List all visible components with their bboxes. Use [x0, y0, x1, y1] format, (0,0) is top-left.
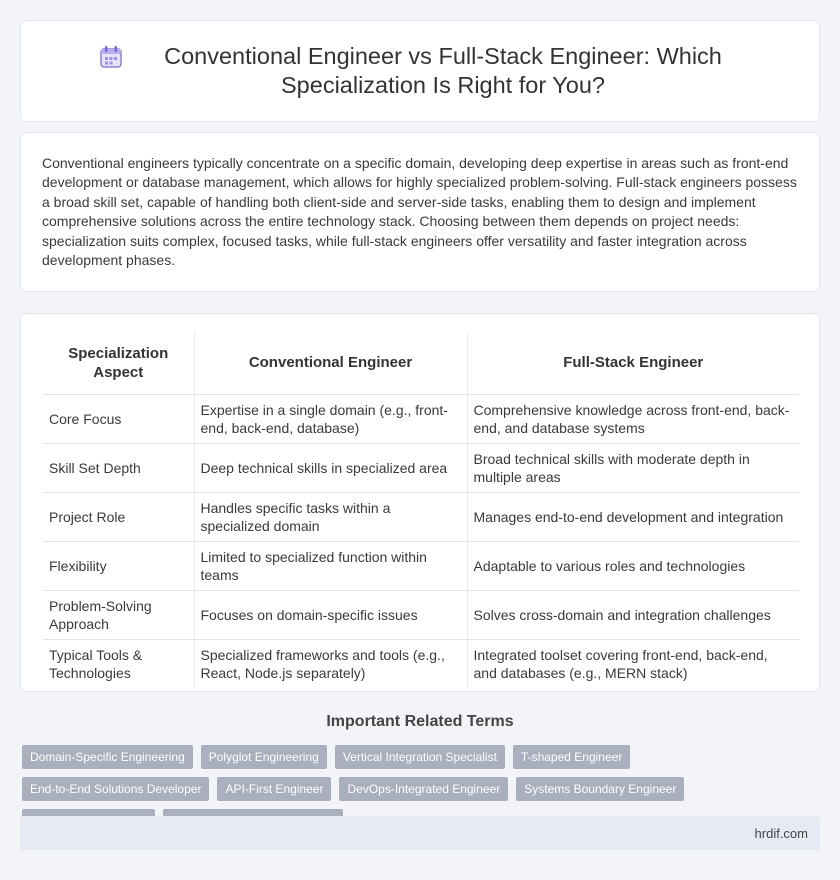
row-conventional: Deep technical skills in specialized area [194, 443, 467, 492]
table-row [43, 541, 799, 590]
related-tag[interactable]: End-to-End Solutions Developer [22, 777, 209, 801]
row-aspect: Project Role [43, 492, 194, 541]
row-aspect: Problem-Solving Approach [43, 590, 194, 639]
row-aspect: Core Focus [43, 394, 194, 443]
footer-site[interactable]: hrdif.com [754, 825, 808, 841]
table-row [43, 639, 799, 688]
related-tag[interactable]: Vertical Integration Specialist [335, 745, 505, 769]
related-tag[interactable]: T-shaped Engineer [513, 745, 630, 769]
row-conventional: Specialized frameworks and tools (e.g., React, Node.js separately) [194, 639, 467, 688]
footer [20, 816, 820, 850]
header-aspect: Specialization Aspect [43, 332, 194, 394]
row-fullstack: Integrated toolset covering front-end, back-end, and databases (e.g., MERN stack) [467, 639, 799, 688]
comparison-table [43, 332, 799, 688]
intro-paragraph: Conventional engineers typically concentrate on a specific domain, developing deep expertise in areas such as front-end development or database management, which allows for highly specialized problem-solving. Full-stack engineers possess a broad skill set, capable of handling both client-side and server-side tasks, enabling them to design and implement comprehensive solutions across the entire technology stack. Choosing between them depends on project needs: specialization suits complex, focused tasks, while full-stack engineers offer versatility and faster integration across development phases. [42, 155, 797, 269]
header-conventional: Conventional Engineer [194, 332, 467, 394]
row-aspect: Typical Tools & Technologies [49, 646, 143, 681]
related-tag[interactable]: Systems Boundary Engineer [516, 777, 684, 801]
table-row [43, 443, 799, 492]
related-tag[interactable]: Polyglot Engineering [201, 745, 327, 769]
header-fullstack: Full-Stack Engineer [467, 332, 799, 394]
row-conventional: Focuses on domain-specific issues [194, 590, 467, 639]
title-wrap [67, 42, 773, 100]
comparison-card [20, 313, 820, 692]
calendar-icon [97, 43, 125, 71]
row-fullstack: Adaptable to various roles and technologies [467, 541, 799, 590]
table-header-row [43, 332, 799, 394]
table-row [43, 590, 799, 639]
row-fullstack: Solves cross-domain and integration challenges [467, 590, 799, 639]
row-conventional: Handles specific tasks within a specialized domain [194, 492, 467, 541]
table-row [43, 492, 799, 541]
row-fullstack: Broad technical skills with moderate depth in multiple areas [467, 443, 799, 492]
title-card [20, 20, 820, 122]
intro-card [20, 132, 820, 292]
related-tag[interactable]: DevOps-Integrated Engineer [339, 777, 508, 801]
related-tag[interactable]: Domain-Specific Engineering [22, 745, 193, 769]
row-aspect: Skill Set Depth [43, 443, 194, 492]
row-conventional: Expertise in a single domain (e.g., front-end, back-end, database) [194, 394, 467, 443]
row-conventional: Limited to specialized function within teams [194, 541, 467, 590]
table-row [43, 394, 799, 443]
row-fullstack: Manages end-to-end development and integration [467, 492, 799, 541]
related-terms-title: Important Related Terms [326, 713, 514, 730]
row-aspect: Flexibility [43, 541, 194, 590]
row-fullstack: Comprehensive knowledge across front-end, back-end, and database systems [467, 394, 799, 443]
related-tag[interactable]: API-First Engineer [217, 777, 331, 801]
page-title: Conventional Engineer vs Full-Stack Engineer: Which Specialization Is Right for You? [164, 43, 722, 98]
